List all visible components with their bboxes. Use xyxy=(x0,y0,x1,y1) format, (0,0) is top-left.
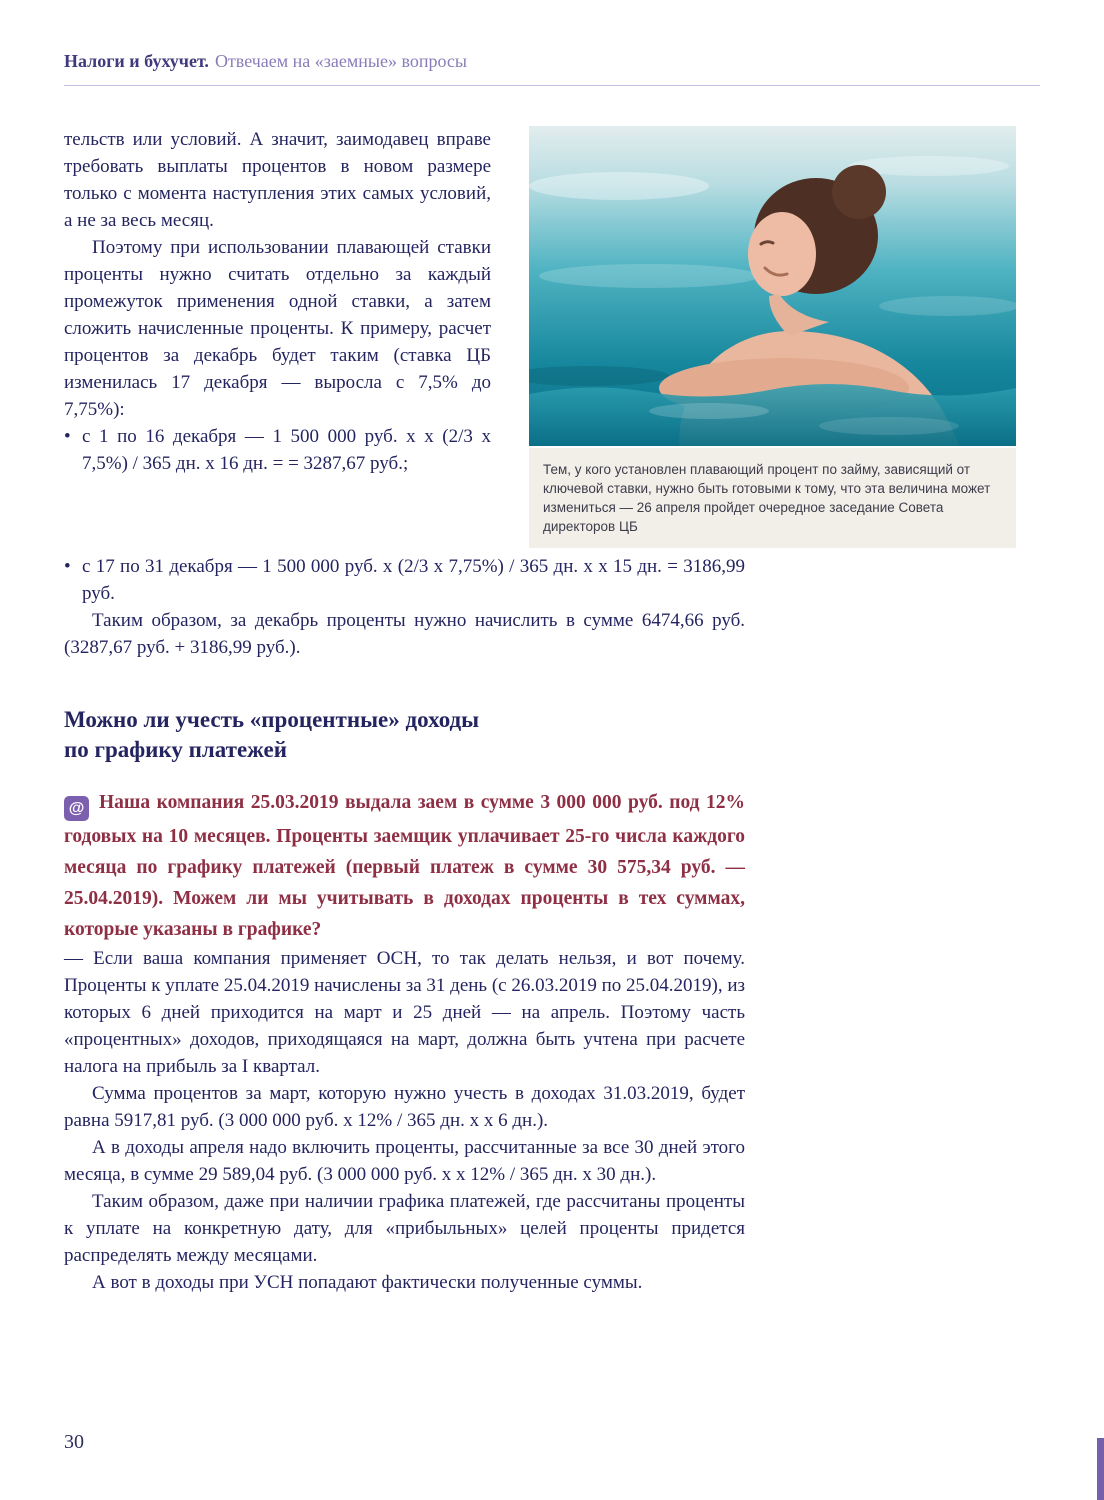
paragraph-summary: Таким образом, за декабрь проценты нужно начислить в сумме 6474,66 руб. (3287,67 руб. + 3186,99 руб.). xyxy=(64,610,745,658)
article-heading xyxy=(64,705,745,765)
bullet-item xyxy=(64,553,745,607)
question-paragraph xyxy=(64,787,745,945)
header-divider xyxy=(64,85,1040,86)
page-edge-tab xyxy=(1097,1438,1104,1500)
bullet-marker: • xyxy=(64,426,71,447)
photo-caption: Тем, у кого установлен плавающий процент по займу, зависящий от ключевой ставки, нужно быть готовыми к тому, что эта величина может измениться — 26 апреля пройдет очередное заседание Совета директоров ЦБ xyxy=(529,448,1016,548)
main-column xyxy=(64,553,745,1296)
question-text: Наша компания 25.03.2019 выдала заем в сумме 3 000 000 руб. под 12% годовых на 10 месяцев. Проценты заемщик уплачивает 25-го числа каждого месяца по графику платежей (первый платеж в сумме 30 575,34 руб. — 25.04.2019). Можем ли мы учитывать в доходах проценты в тех суммах, которые указаны в графике? xyxy=(64,792,745,940)
answer-paragraph: А в доходы апреля надо включить проценты, рассчитанные за все 30 дней этого месяца, в сумме 29 589,04 руб. (3 000 000 руб. х х 12% / 365 дн. х 30 дн.). xyxy=(64,1137,745,1185)
paragraph-continuation: тельств или условий. А значит, заимодавец вправе требовать выплаты процентов в новом размере только с момента наступления этих самых условий, а не за весь месяц. xyxy=(64,129,491,231)
top-section xyxy=(64,126,1016,548)
running-head xyxy=(64,50,1040,72)
bullet-text: с 1 по 16 декабря — 1 500 000 руб. х х (2/3 х 7,5%) / 365 дн. х 16 дн. = = 3287,67 руб.; xyxy=(82,426,491,474)
answer-paragraph: Сумма процентов за март, которую нужно учесть в доходах 31.03.2019, будет равна 5917,81 руб. (3 000 000 руб. х 12% / 365 дн. х х 6 дн.). xyxy=(64,1083,745,1131)
pool-photo xyxy=(529,126,1016,446)
answer-paragraph: А вот в доходы при УСН попадают фактически полученные суммы. xyxy=(92,1272,643,1293)
section-title: Налоги и бухучет. xyxy=(64,51,209,71)
section-subtitle: Отвечаем на «заемные» вопросы xyxy=(214,51,468,71)
article-heading-line1: Можно ли учесть «процентные» доходы xyxy=(64,707,480,732)
page-number: 30 xyxy=(64,1431,84,1453)
answer-block xyxy=(64,945,745,1296)
answer-paragraph: Таким образом, даже при наличии графика платежей, где рассчитаны проценты к уплате на конкретную дату, для «прибыльных» целей проценты придется распределять между месяцами. xyxy=(64,1191,745,1266)
pool-photo-illustration xyxy=(529,126,1016,446)
photo-figure xyxy=(529,126,1016,548)
page-content xyxy=(64,126,1016,1296)
answer-paragraph: — Если ваша компания применяет ОСН, то так делать нельзя, и вот почему. Проценты к уплате 25.04.2019 начислены за 31 день (с 26.03.2019 по 25.04.2019), из которых 6 дней приходится на март и 25 дней — на апрель. Поэтому часть «процентных» доходов, приходящаяся на март, должна быть учтена при расчете налога на прибыль за I квартал. xyxy=(64,948,746,1077)
paragraph: Поэтому при использовании плавающей ставки проценты нужно считать отдельно за каждый промежуток применения одной ставки, а затем сложить начисленные проценты. К примеру, расчет процентов за декабрь будет таким (ставка ЦБ изменилась 17 декабря — выросла с 7,5% до 7,75%): xyxy=(64,237,491,420)
article-heading-line2: по графику платежей xyxy=(64,737,287,762)
left-column xyxy=(64,126,491,548)
bullet-marker: • xyxy=(64,556,71,577)
bullet-item xyxy=(64,423,491,477)
bullet-text: с 17 по 31 декабря — 1 500 000 руб. х (2/3 х 7,75%) / 365 дн. х х 15 дн. = 3186,99 руб. xyxy=(82,556,745,604)
at-icon: @ xyxy=(64,796,89,821)
